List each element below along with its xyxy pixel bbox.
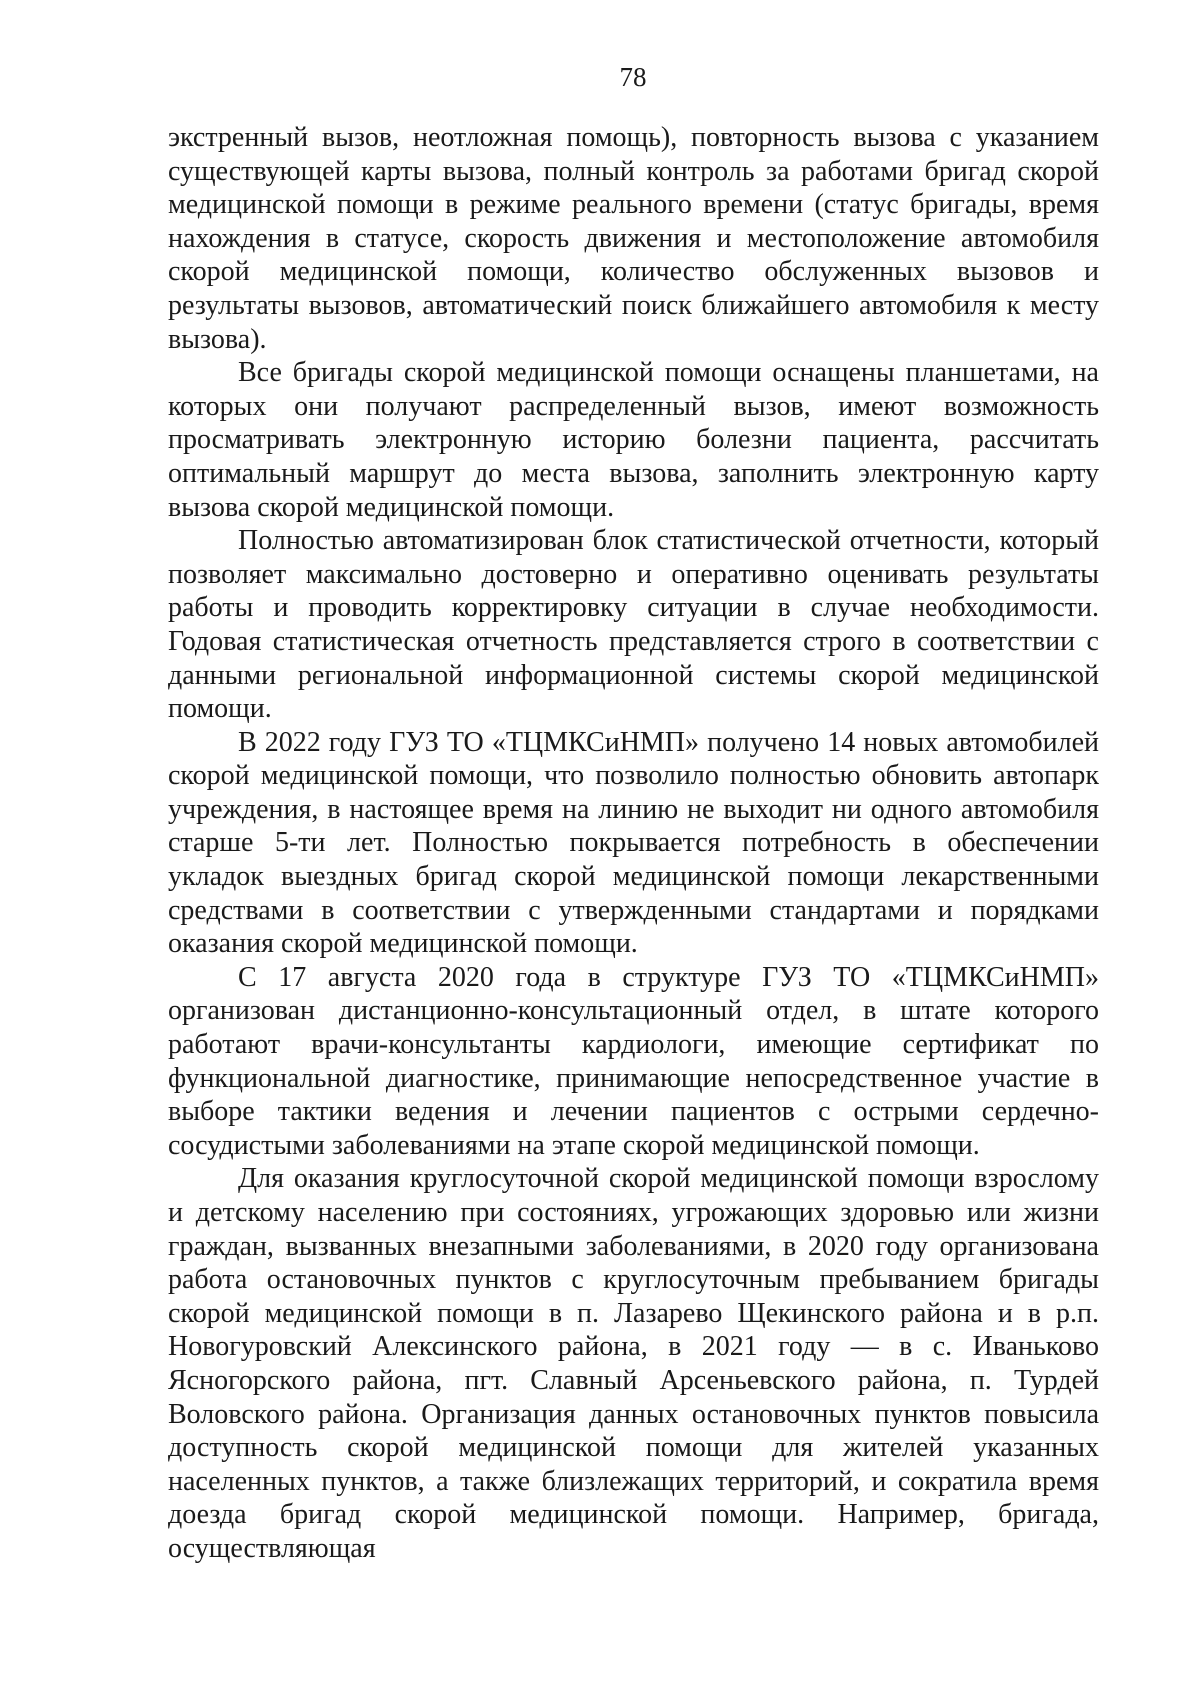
document-body — [168, 121, 1099, 1566]
paragraph-statistics: Полностью автоматизирован блок статистической отчетности, который позволяет максимально достоверно и оперативно оценивать результаты работы и проводить корректировку ситуации в случае необходимости. Годовая статистическая отчетность представляется строго в соответствии с данными региональной информационной системы скорой медицинской помощи. — [168, 525, 1099, 725]
paragraph-consultation-department: С 17 августа 2020 года в структуре ГУЗ ТО «ТЦМКСиНМП» организован дистанционно-консультационный отдел, в штате которого работают врачи-консультанты кардиологи, имеющие сертификат по функциональной диагностике, принимающие непосредственное участие в выборе тактики ведения и лечении пациентов с острыми сердечно-сосудистыми заболеваниями на этапе скорой медицинской помощи. — [168, 961, 1099, 1161]
paragraph-stop-points: Для оказания круглосуточной скорой медицинской помощи взрослому и детскому населению при состояниях, угрожающих здоровью или жизни граждан, вызванных внезапными заболеваниями, в 2020 году организована работа остановочных пунктов с круглосуточным пребыванием бригады скорой медицинской помощи в п. Лазарево Щекинского района и в р.п. Новогуровский Алексинского района, в 2021 году — в с. Иваньково Ясногорского района, пгт. Славный Арсеньевского района, п. Турдей Воловского района. Организация данных остановочных пунктов повысила доступность скорой медицинской помощи для жителей указанных населенных пунктов, а также близлежащих территорий, и сократила время доезда бригад скорой медицинской помощи. Например, бригада, осуществляющая — [168, 1163, 1099, 1564]
paragraph-continuation: экстренный вызов, неотложная помощь), повторность вызова с указанием существующей карты вызова, полный контроль за работами бригад скорой медицинской помощи в режиме реального времени (статус бригады, время нахождения в статусе, скорость движения и местоположение автомобиля скорой медицинской помощи, количество обслуженных вызовов и результаты вызовов, автоматический поиск ближайшего автомобиля к месту вызова). — [168, 122, 1099, 355]
paragraph-vehicles: В 2022 году ГУЗ ТО «ТЦМКСиНМП» получено 14 новых автомобилей скорой медицинской помощи, что позволило полностью обновить автопарк учреждения, в настоящее время на линию не выходит ни одного автомобиля старше 5-ти лет. Полностью покрывается потребность в обеспечении укладок выездных бригад скорой медицинской помощи лекарственными средствами в соответствии с утвержденными стандартами и порядками оказания скорой медицинской помощи. — [168, 726, 1099, 960]
paragraph-tablets: Все бригады скорой медицинской помощи оснащены планшетами, на которых они получают распределенный вызов, имеют возможность просматривать электронную историю болезни пациента, рассчитать оптимальный маршрут до места вызова, заполнить электронную карту вызова скорой медицинской помощи. — [168, 357, 1099, 523]
page-number: 78 — [619, 62, 647, 92]
